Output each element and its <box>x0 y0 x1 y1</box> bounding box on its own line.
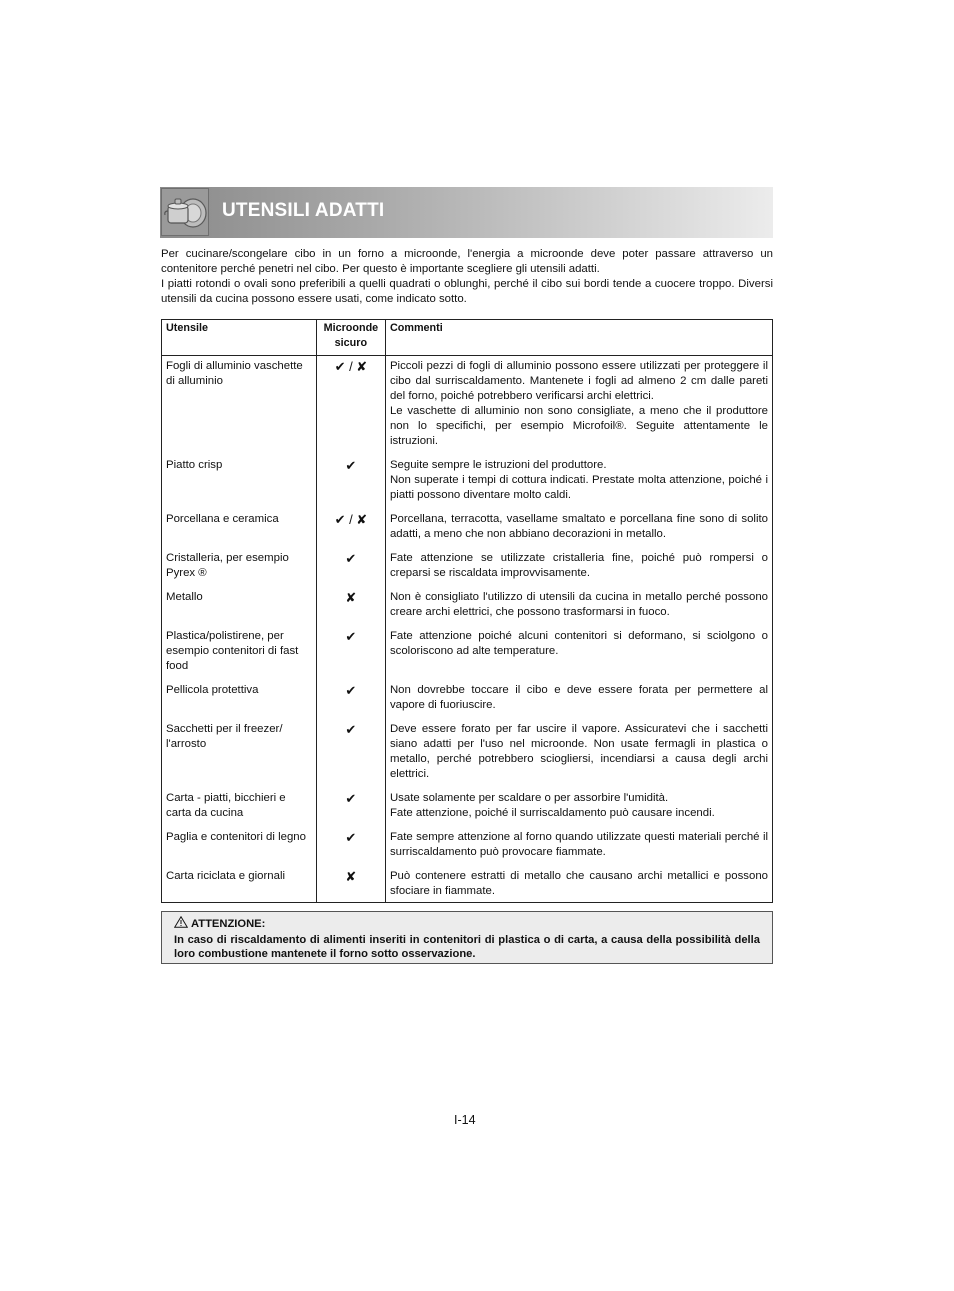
page-title: UTENSILI ADATTI <box>222 200 385 221</box>
comments-cell: Fate attenzione se utilizzate cristalleria fine, poiché può rompersi o creparsi se riscaldata improvvisamente. <box>385 542 772 581</box>
microwave-safe-cell: ✔ <box>316 674 385 713</box>
intro-text <box>161 247 773 307</box>
table-row <box>162 860 773 903</box>
microwave-safe-cell: ✘ <box>316 860 385 903</box>
comments-cell: Fate sempre attenzione al forno quando utilizzate questi materiali perché il surriscaldamento può provocare fiammate. <box>385 821 772 860</box>
utensil-cell: Pellicola protettiva <box>162 674 317 713</box>
utensils-table <box>161 319 773 903</box>
utensil-cell: Porcellana e ceramica <box>162 503 317 542</box>
utensil-cell: Paglia e contenitori di legno <box>162 821 317 860</box>
comments-cell: Seguite sempre le istruzioni del produttore. Non superate i tempi di cottura indicati. Prestate molta attenzione, poiché i piatti possono diventare molto caldi. <box>385 449 772 503</box>
table-row <box>162 782 773 821</box>
table-row <box>162 542 773 581</box>
comments-cell: Fate attenzione poiché alcuni contenitori si deformano, si sciolgono o scoloriscono ad alte temperature. <box>385 620 772 674</box>
comments-cell: Piccoli pezzi di fogli di alluminio possono essere utilizzati per proteggere il cibo dal surriscaldamento. Mantenete i fogli ad almeno 2 cm dalle pareti del forno, poiché potrebbero verificarsi archi elettrici. Le vaschette di alluminio non sono consigliate, a meno che il produttore non lo specifichi, per esempio Microfoil®. Seguite attentamente le istruzioni. <box>385 356 772 450</box>
cookware-icon <box>161 188 209 236</box>
microwave-safe-cell: ✔ <box>316 449 385 503</box>
table-header-row <box>162 320 773 356</box>
table-row <box>162 674 773 713</box>
intro-paragraph: I piatti rotondi o ovali sono preferibili a quelli quadrati o oblunghi, perché il cibo sui bordi tende a cuocere troppo. Diversi utensili da cucina possono essere usati, come indicato sotto. <box>161 278 773 305</box>
utensil-cell: Cristalleria, per esempio Pyrex ® <box>162 542 317 581</box>
table-row <box>162 581 773 620</box>
header-microwave-line2: sicuro <box>334 337 368 349</box>
header-microwave-safe <box>316 320 385 356</box>
microwave-safe-cell: ✔ <box>316 713 385 782</box>
utensil-cell: Metallo <box>162 581 317 620</box>
header-microwave-line1: Microonde <box>323 322 379 334</box>
comments-cell: Porcellana, terracotta, vasellame smaltato e porcellana fine sono di solito adatti, a meno che non abbiano decorazioni in metallo. <box>385 503 772 542</box>
microwave-safe-cell: ✘ <box>316 581 385 620</box>
utensil-cell: Sacchetti per il freezer/ l'arrosto <box>162 713 317 782</box>
table-row <box>162 356 773 450</box>
warning-title: ATTENZIONE: <box>191 918 266 930</box>
comments-cell: Non è consigliato l'utilizzo di utensili da cucina in metallo perché possono creare archi elettrici, che possono trasformarsi in fuoco. <box>385 581 772 620</box>
microwave-safe-cell: ✔ <box>316 620 385 674</box>
warning-triangle-icon <box>174 916 188 933</box>
page-number: I-14 <box>454 1113 476 1127</box>
utensil-cell: Plastica/polistirene, per esempio contenitori di fast food <box>162 620 317 674</box>
intro-paragraph: Per cucinare/scongelare cibo in un forno a microonde, l'energia a microonde deve poter passare attraverso un contenitore perché penetri nel cibo. Per questo è importante scegliere gli utensili adatti. <box>161 248 773 275</box>
table-row <box>162 503 773 542</box>
comments-cell: Non dovrebbe toccare il cibo e deve essere forata per permettere al vapore di fuoriuscire. <box>385 674 772 713</box>
microwave-safe-cell: ✔ / ✘ <box>316 503 385 542</box>
utensil-cell: Carta riciclata e giornali <box>162 860 317 903</box>
table-row <box>162 620 773 674</box>
microwave-safe-cell: ✔ <box>316 542 385 581</box>
comments-cell: Usate solamente per scaldare o per assorbire l'umidità. Fate attenzione, poiché il surriscaldamento può causare incendi. <box>385 782 772 821</box>
table-row <box>162 713 773 782</box>
header-utensil: Utensile <box>162 320 317 356</box>
table-row <box>162 449 773 503</box>
warning-box <box>161 911 773 964</box>
comments-cell: Può contenere estratti di metallo che causano archi metallici e possono sfociare in fiammate. <box>385 860 772 903</box>
utensil-cell: Carta - piatti, bicchieri e carta da cucina <box>162 782 317 821</box>
utensil-cell: Fogli di alluminio vaschette di alluminio <box>162 356 317 450</box>
utensil-cell: Piatto crisp <box>162 449 317 503</box>
header-comments: Commenti <box>385 320 772 356</box>
microwave-safe-cell: ✔ <box>316 782 385 821</box>
table-row <box>162 821 773 860</box>
microwave-safe-cell: ✔ <box>316 821 385 860</box>
microwave-safe-cell: ✔ / ✘ <box>316 356 385 450</box>
warning-text: In caso di riscaldamento di alimenti inseriti in contenitori di plastica o di carta, a causa della possibilità della loro combustione mantenete il forno sotto osservazione. <box>174 933 760 960</box>
comments-cell: Deve essere forato per far uscire il vapore. Assicuratevi che i sacchetti siano adatti per l'uso nel microonde. Non usate fermagli in plastica o metallo, perché potrebbero sciogliersi, incendiarsi a causa degli archi elettrici. <box>385 713 772 782</box>
